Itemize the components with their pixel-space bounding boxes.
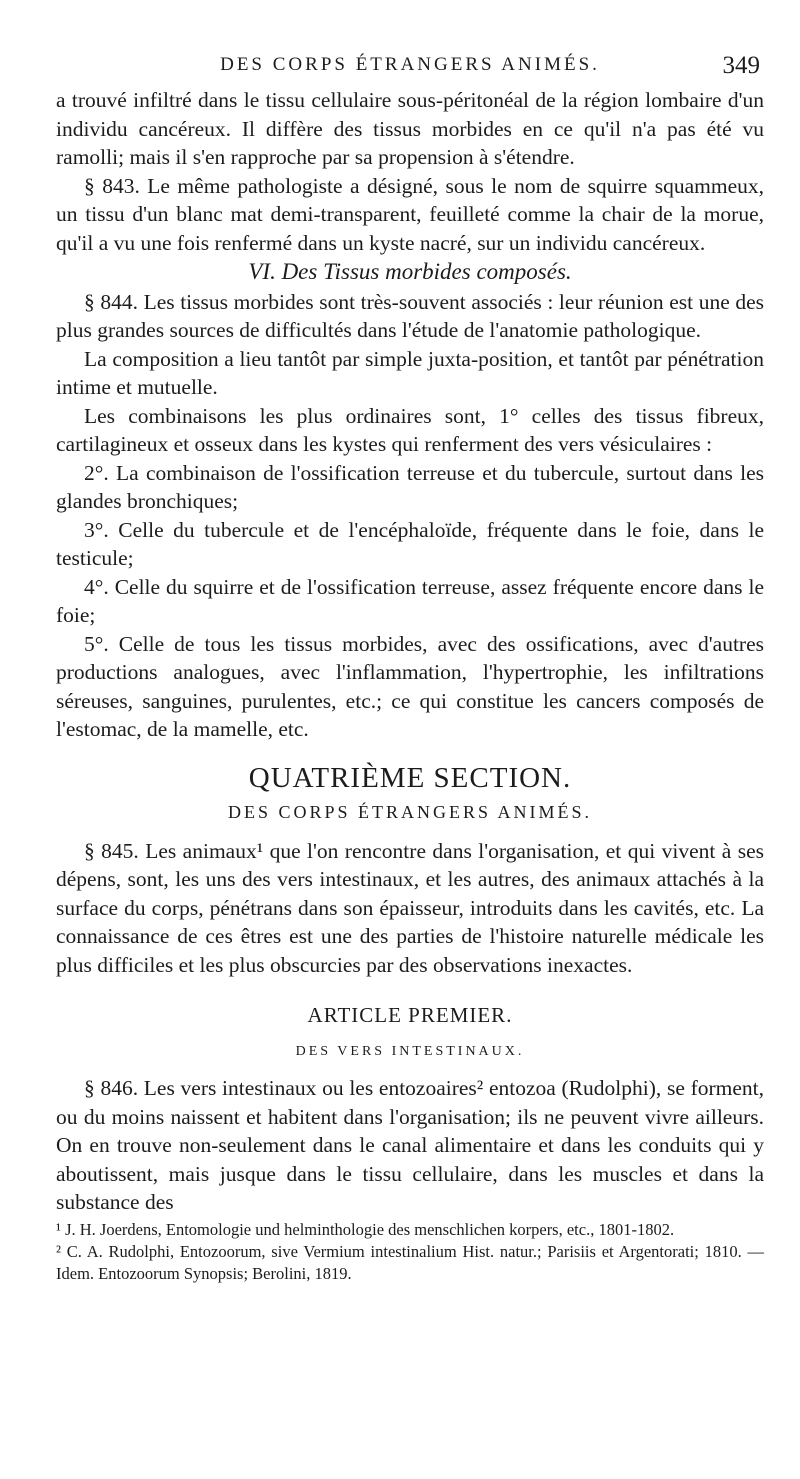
footnote: ² C. A. Rudolphi, Entozoorum, sive Vermium intestinalium Hist. natur.; Parisiis et Argentorati; 1810. — Idem. Entozoorum Synopsis; Berolini, 1819. bbox=[56, 1241, 764, 1283]
section-subtitle: DES CORPS ÉTRANGERS ANIMÉS. bbox=[227, 802, 593, 822]
section-title: QUATRIÈME SECTION. bbox=[248, 761, 572, 794]
paragraph: 5°. Celle de tous les tissus morbides, avec des ossifications, avec d'autres productions analogues, avec l'inflammation, l'hypertrophie, les infiltrations séreuses, sanguines, purulentes, etc.; ce qui constitue les cancers composés de l'estomac, de la mamelle, etc. bbox=[56, 631, 764, 741]
article-title: ARTICLE PREMIER. bbox=[307, 1003, 513, 1027]
page-number: 349 bbox=[722, 52, 760, 79]
paragraph: § 844. Les tissus morbides sont très-souvent associés : leur réunion est une des plus grandes sources de difficultés dans l'étude de l'anatomie pathologique. bbox=[56, 289, 764, 342]
subsection-title: VI. Des Tissus morbides composés. bbox=[248, 259, 572, 284]
paragraph: 3°. Celle du tubercule et de l'encéphaloïde, fréquente dans le foie, dans le testicule; bbox=[56, 517, 764, 570]
paragraph: Les combinaisons les plus ordinaires sont, 1° celles des tissus fibreux, cartilagineux et osseux dans les kystes qui renferment des vers vésiculaires : bbox=[56, 403, 764, 456]
article-subtitle: DES VERS INTESTINAUX. bbox=[295, 1043, 525, 1059]
paragraph: 4°. Celle du squirre et de l'ossification terreuse, assez fréquente encore dans le foie; bbox=[56, 574, 764, 627]
body-text bbox=[56, 86, 764, 1285]
footnote: ¹ J. H. Joerdens, Entomologie und helminthologie des menschlichen korpers, etc., 1801-1802. bbox=[56, 1219, 675, 1239]
running-head bbox=[60, 52, 760, 86]
paragraph: § 845. Les animaux¹ que l'on rencontre dans l'organisation, et qui vivent à ses dépens, sont, les uns des vers intestinaux, et les autres, des animaux attachés à la surface du corps, pénétrans dans son épaisseur, introduits dans les cavités, etc. La connaissance de ces êtres est une des parties de l'histoire naturelle médicale les plus difficiles et les plus obscurcies par des observations inexactes. bbox=[56, 838, 764, 977]
running-title: DES CORPS ÉTRANGERS ANIMÉS. bbox=[220, 54, 600, 75]
paragraph: § 843. Le même pathologiste a désigné, sous le nom de squirre squammeux, un tissu d'un blanc mat demi-transparent, feuilleté comme la chair de la morue, qu'il a vu une fois renfermé dans un kyste nacré, sur un individu cancéreux. bbox=[56, 173, 764, 255]
paragraph: § 846. Les vers intestinaux ou les entozoaires² entozoa (Rudolphi), se forment, ou du moins naissent et habitent dans l'organisation; ils ne peuvent vivre ailleurs. On en trouve non-seulement dans le canal alimentaire et dans les conduits qui y aboutissent, mais jusque dans le tissu cellulaire, dans les muscles et dans la substance des bbox=[56, 1076, 764, 1214]
paragraph: 2°. La combinaison de l'ossification terreuse et du tubercule, surtout dans les glandes bronchiques; bbox=[56, 460, 764, 513]
footnotes bbox=[56, 1219, 764, 1285]
paragraph: La composition a lieu tantôt par simple juxta-position, et tantôt par pénétration intime et mutuelle. bbox=[56, 346, 764, 399]
paragraph: a trouvé infiltré dans le tissu cellulaire sous-péritonéal de la région lombaire d'un individu cancéreux. Il diffère des tissus morbides en ce qu'il n'a pas été vu ramolli; mais il s'en rapproche par sa propension à s'étendre. bbox=[56, 88, 764, 169]
